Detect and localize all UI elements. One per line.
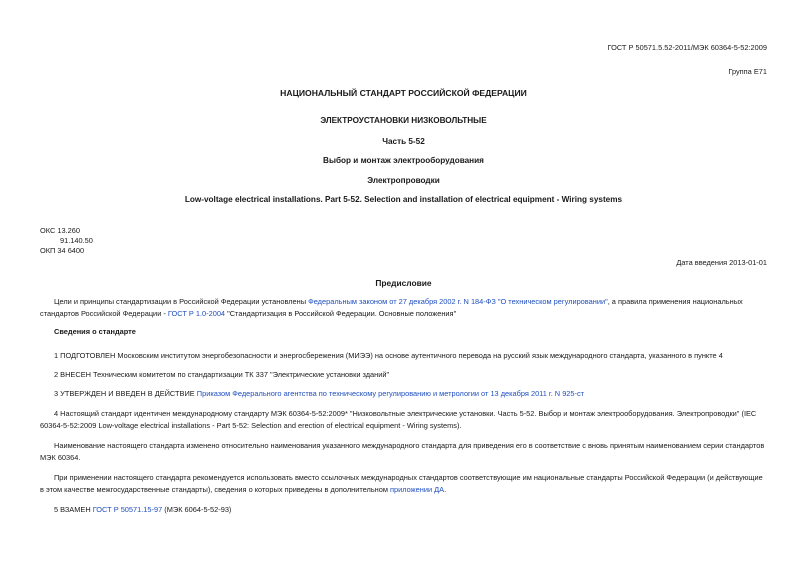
naming-note: Наименование настоящего стандарта изменено относительно наименования указанного международного стандарта для приведения его в соответствие с вновь принятым наименованием серии стандартов МЭК 60364. [40,441,765,462]
item-2-submitted: 2 ВНЕСЕН Техническим комитетом по стандартизации ТК 337 "Электрические установки зданий" [54,370,390,379]
group-code: Группа Е71 [728,67,767,76]
gost-50571-15-link[interactable]: ГОСТ Р 50571.15-97 [92,505,163,514]
order-link[interactable]: Приказом Федерального агентства по техническому регулированию и метрологии от 13 декабря 2011 г. N 925-ст [196,389,585,398]
preface-text: Цели и принципы стандартизации в Российской Федерации установлены [54,297,309,306]
introduction-date: Дата введения 2013-01-01 [676,258,767,267]
standard-designation: ГОСТ Р 50571.5.52-2011/МЭК 60364-5-52:2009 [607,43,767,52]
standard-info-heading: Сведения о стандарте [54,327,136,336]
item-4-identical: 4 Настоящий стандарт идентичен международному стандарту МЭК 60364-5-52:2009* "Низковольтные электрические установки. Часть 5-52. Выбор и монтаж электрооборудования. Электропроводки" (IEC 60364-5-52:2009 Low-voltage electrical installations - Part 5-52: Selection and erection of electrical equipment - Wiring systems). [40,409,757,430]
usage-note [40,472,768,496]
oks-code-1: ОКС 13.260 [40,226,80,235]
appendix-da-link[interactable]: приложении ДА [390,485,445,494]
okp-code: ОКП 34 6400 [40,246,85,255]
section-title: Электропроводки [367,176,440,185]
preface-text: , а правила применения национальных стандартов Российской Федерации - [40,297,743,318]
oks-code-2: 91.140.50 [60,236,93,245]
preface-heading: Предисловие [375,278,432,288]
main-title: ЭЛЕКТРОУСТАНОВКИ НИЗКОВОЛЬТНЫЕ [320,116,487,125]
item-3-approved [40,388,768,400]
item-5-text: 5 ВЗАМЕН [54,505,93,514]
federal-law-link[interactable]: Федеральным законом от 27 декабря 2002 г. N 184-ФЗ "О техническом регулировании" [308,297,608,306]
part-number: Часть 5-52 [382,137,425,146]
subtitle: Выбор и монтаж электрооборудования [323,156,484,165]
item-5-text: (МЭК 6064-5-52-93) [162,505,232,514]
item-5-replaces [40,504,768,516]
national-standard-title: НАЦИОНАЛЬНЫЙ СТАНДАРТ РОССИЙСКОЙ ФЕДЕРАЦИИ [280,88,527,98]
gost-1-0-link[interactable]: ГОСТ Р 1.0-2004 [167,309,226,318]
preface-text: "Стандартизация в Российской Федерации. Основные положения" [225,309,457,318]
item-3-text: 3 УТВЕРЖДЕН И ВВЕДЕН В ДЕЙСТВИЕ [54,389,197,398]
usage-text: При применении настоящего стандарта рекомендуется использовать вместо ссылочных международных стандартов соответствующие им национальные стандарты Российской Федерации (и действующие в этом качестве межгосударственные стандарты), сведения о которых приведены в дополнительном [40,473,763,494]
english-title: Low-voltage electrical installations. Part 5-52. Selection and installation of electrical equipment - Wiring systems [184,195,623,204]
preface-paragraph-1 [40,296,768,320]
item-1-prepared: 1 ПОДГОТОВЛЕН Московским институтом энергобезопасности и энергосбережения (МИЭЭ) на основе аутентичного перевода на русский язык международного стандарта, указанного в пункте 4 [54,351,723,360]
usage-text: . [444,485,447,494]
